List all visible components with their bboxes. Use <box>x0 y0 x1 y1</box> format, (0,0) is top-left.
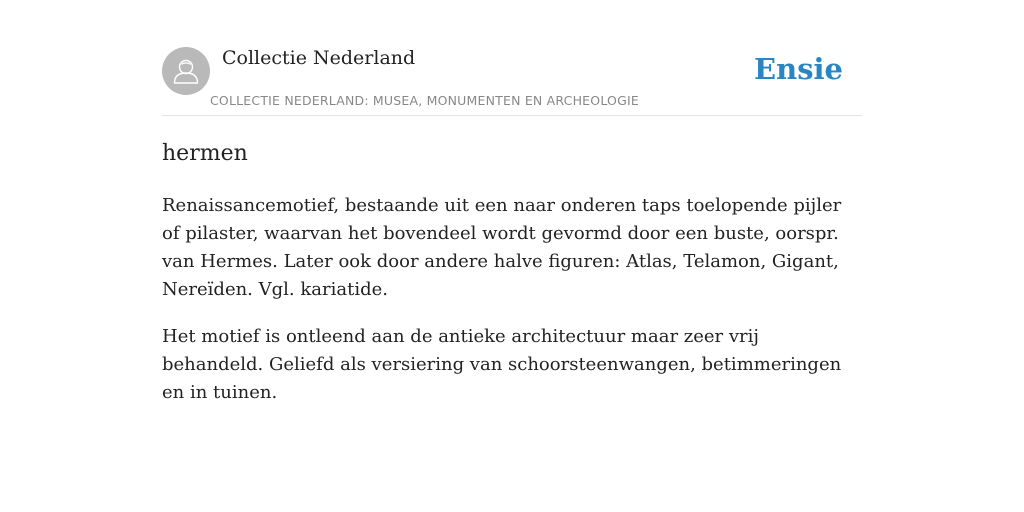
source-avatar[interactable] <box>162 47 210 95</box>
entry-paragraph: Renaissancemotief, bestaande uit een naar onderen taps toelopende pijler of pilaster, waarvan het bovendeel wordt gevormd door een buste, oorspr. van Hermes. Later ook door andere halve figuren: Atlas, Telamon, Gigant, Nereïden. Vgl. kariatide. <box>162 195 842 300</box>
source-subtitle[interactable]: COLLECTIE NEDERLAND: MUSEA, MONUMENTEN EN ARCHEOLOGIE <box>210 93 639 108</box>
entry-header <box>162 0 862 116</box>
source-name[interactable]: Collectie Nederland <box>222 47 416 69</box>
entry-paragraph: Het motief is ontleend aan de antieke architectuur maar zeer vrij behandeld. Geliefd als versiering van schoorsteenwangen, betimmeringen en in tuinen. <box>162 326 842 403</box>
entry-term: hermen <box>162 141 248 166</box>
entry-card <box>162 0 862 512</box>
brand-logo[interactable]: Ensie <box>754 52 843 86</box>
user-icon <box>162 47 210 95</box>
